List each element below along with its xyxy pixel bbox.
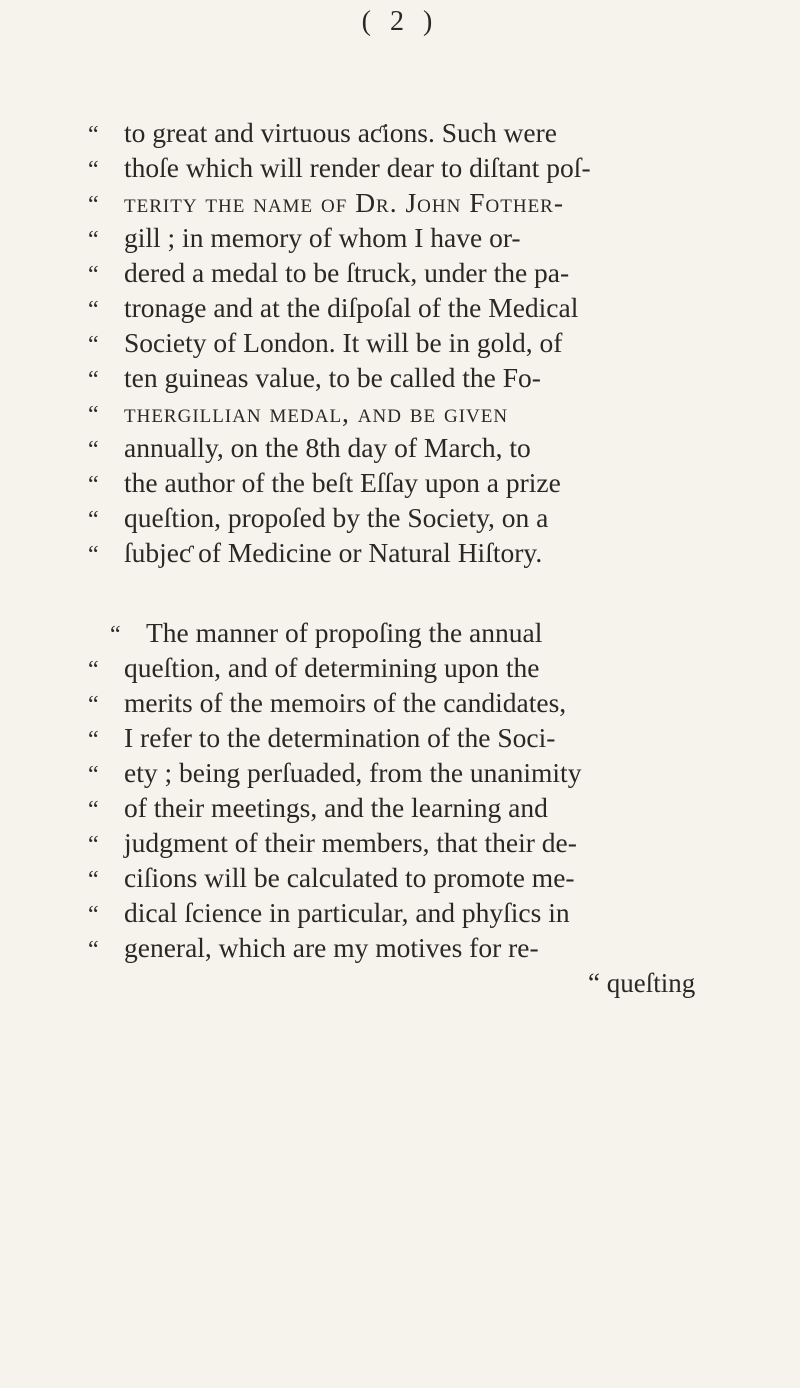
quote-mark: “ [88, 227, 99, 253]
quote-mark: “ [88, 367, 99, 393]
text-line [88, 826, 768, 862]
line-text: annually, on the 8th day of March, to [124, 432, 531, 463]
line-text: gill ; in memory of whom I have or- [124, 222, 521, 253]
text-line [88, 186, 768, 222]
line-text: I refer to the determination of the Soci- [124, 722, 556, 753]
quote-mark: “ [88, 437, 99, 463]
quote-mark: “ [88, 902, 99, 928]
text-line [88, 256, 768, 292]
line-text: to great and virtuous aƈions. Such were [124, 117, 558, 148]
text-line [88, 151, 768, 187]
text-line [88, 686, 768, 722]
quote-mark: “ [88, 867, 99, 893]
quote-mark: “ [110, 622, 121, 648]
line-text: ety ; being perſuaded, from the unanimity [124, 757, 582, 788]
text-line [88, 466, 768, 502]
quote-mark: “ [88, 937, 99, 963]
text-line [88, 326, 768, 362]
text-line [88, 861, 768, 897]
quote-mark: “ [88, 192, 100, 218]
quote-mark: “ [88, 122, 99, 148]
line-text: Society of London. It will be in gold, of [124, 327, 563, 358]
line-text: queſtion, propoſed by the Society, on a [124, 502, 549, 533]
text-line [88, 501, 768, 537]
text-line [88, 396, 768, 432]
text-line [88, 221, 768, 257]
page-number: ( 2 ) [361, 6, 439, 37]
line-text: ten guineas value, to be called the Fo- [124, 362, 541, 393]
text-line [88, 931, 768, 967]
line-text: thoſe which will render dear to diſtant poſ- [124, 152, 591, 183]
quote-mark: “ [88, 472, 99, 498]
line-text: The manner of propoſing the annual [146, 617, 543, 648]
text-line [88, 536, 768, 572]
text-line [88, 361, 768, 397]
quote-mark: “ [88, 832, 99, 858]
quote-mark: “ [88, 797, 99, 823]
line-text: judgment of their members, that their de- [124, 827, 577, 858]
text-line [88, 896, 768, 932]
quote-mark: “ [88, 762, 99, 788]
line-text: dered a medal to be ſtruck, under the pa- [124, 257, 570, 288]
line-text: of their meetings, and the learning and [124, 792, 548, 823]
quote-mark: “ [88, 542, 99, 568]
quote-mark: “ [88, 657, 99, 683]
text-line [110, 616, 790, 652]
quote-mark: “ [88, 262, 99, 288]
quote-mark: “ [88, 727, 99, 753]
quote-mark: “ [88, 297, 99, 323]
text-line [88, 651, 768, 687]
line-text: terity the name of Dr. John Fother- [124, 187, 565, 218]
text-line [88, 116, 768, 152]
line-text: ciſions will be calculated to promote me- [124, 862, 575, 893]
catchword: “ queſting [588, 968, 696, 998]
text-line [88, 291, 768, 327]
quote-mark: “ [88, 157, 99, 183]
quote-mark: “ [88, 692, 99, 718]
quote-mark: “ [88, 332, 99, 358]
quote-mark: “ [88, 402, 100, 428]
line-text: queſtion, and of determining upon the [124, 652, 540, 683]
text-line [88, 721, 768, 757]
line-text: general, which are my motives for re- [124, 932, 539, 963]
line-text: ſubjeƈ of Medicine or Natural Hiſtory. [124, 537, 543, 568]
text-line [88, 756, 768, 792]
text-line [88, 791, 768, 827]
line-text: merits of the memoirs of the candidates, [124, 687, 567, 718]
quote-mark: “ [88, 507, 99, 533]
line-text: thergillian medal, and be given [124, 397, 509, 428]
line-text: the author of the beſt Eſſay upon a prize [124, 467, 561, 498]
line-text: tronage and at the diſpoſal of the Medical [124, 292, 579, 323]
line-text: dical ſcience in particular, and phyſics in [124, 897, 570, 928]
text-line [88, 431, 768, 467]
